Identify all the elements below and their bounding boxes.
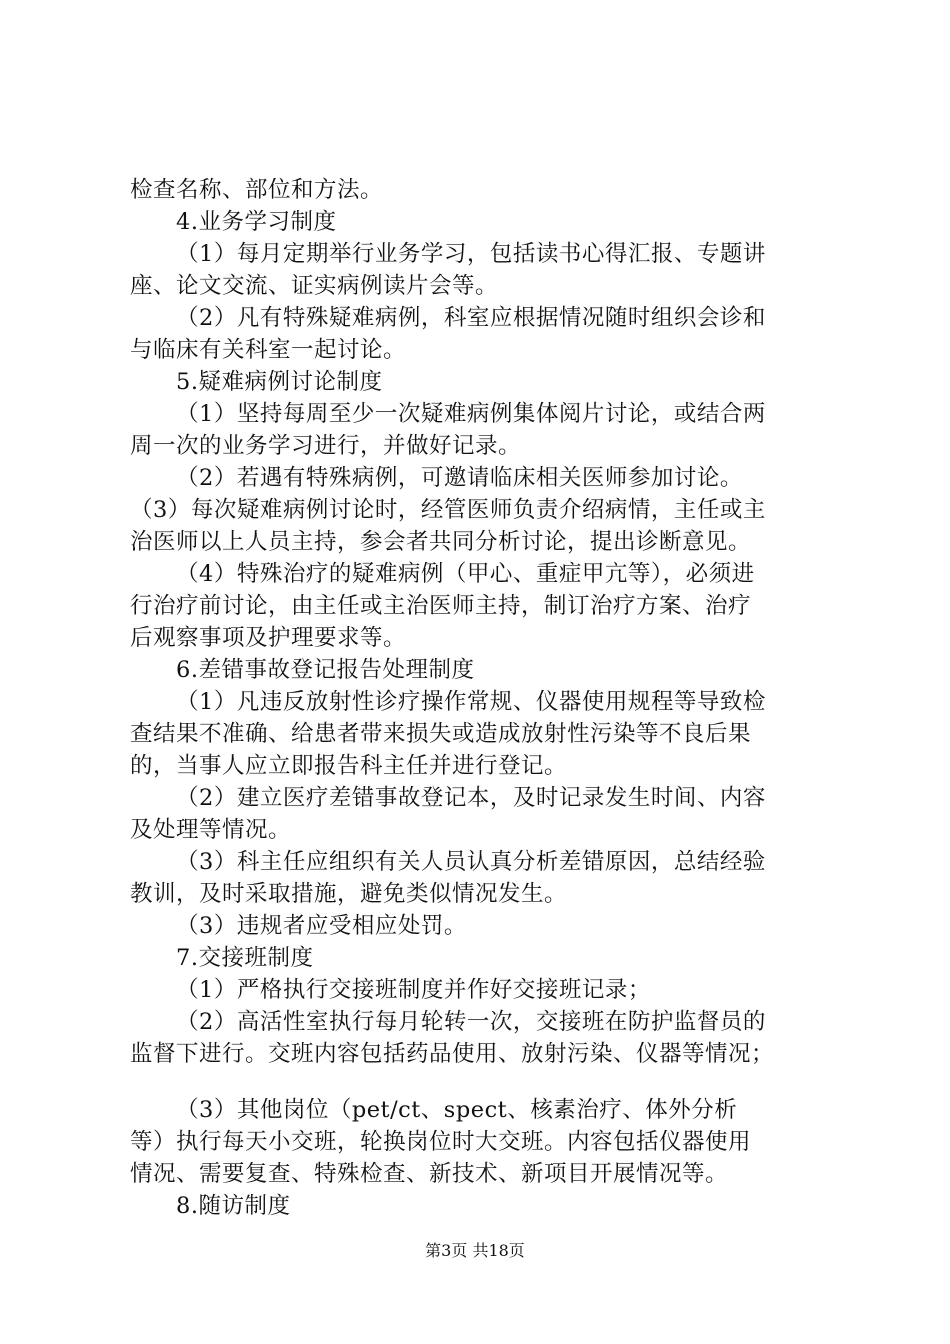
page-number-footer: 第3页 共18页 xyxy=(425,1241,525,1260)
text-line: （2）建立医疗差错事故登记本，及时记录发生时间、内容 xyxy=(176,785,766,811)
text-line: （1）每月定期举行业务学习，包括读书心得汇报、专题讲 xyxy=(176,241,766,267)
section-heading: 5.疑难病例讨论制度 xyxy=(176,369,383,395)
text-line: 教训，及时采取措施，避免类似情况发生。 xyxy=(130,881,568,907)
section-heading: 7.交接班制度 xyxy=(176,945,314,971)
text-line: （1）坚持每周至少一次疑难病例集体阅片讨论，或结合两 xyxy=(176,401,766,427)
text-line: 后观察事项及护理要求等。 xyxy=(130,625,407,651)
text-line: 情况、需要复查、特殊检查、新技术、新项目开展情况等。 xyxy=(130,1161,729,1187)
text-line: （3）违规者应受相应处罚。 xyxy=(176,913,467,939)
section-heading: 4.业务学习制度 xyxy=(176,209,337,235)
text-line: 治医师以上人员主持，参会者共同分析讨论，提出诊断意见。 xyxy=(130,529,752,555)
text-line: （3）科主任应组织有关人员认真分析差错原因，总结经验 xyxy=(176,849,766,875)
text-line: （2）凡有特殊疑难病例，科室应根据情况随时组织会诊和 xyxy=(176,305,766,331)
text-line: 的，当事人应立即报告科主任并进行登记。 xyxy=(130,753,568,779)
text-line: 检查名称、部位和方法。 xyxy=(130,177,384,203)
text-line: （4）特殊治疗的疑难病例（甲心、重症甲亢等），必须进 xyxy=(176,561,755,587)
text-line: 等）执行每天小交班，轮换岗位时大交班。内容包括仪器使用 xyxy=(130,1129,752,1155)
text-line: 查结果不准确、给患者带来损失或造成放射性污染等不良后果 xyxy=(130,721,752,747)
text-line: 周一次的业务学习进行，并做好记录。 xyxy=(130,433,522,459)
text-line: （2）若遇有特殊病例，可邀请临床相关医师参加讨论。 xyxy=(176,465,743,491)
text-line: 与临床有关科室一起讨论。 xyxy=(130,337,407,363)
text-line: （1）凡违反放射性诊疗操作常规、仪器使用规程等导致检 xyxy=(176,689,766,715)
section-heading: 8.随访制度 xyxy=(176,1193,291,1219)
text-line: 及处理等情况。 xyxy=(130,817,292,843)
text-line: （1）严格执行交接班制度并作好交接班记录； xyxy=(176,977,651,1003)
text-line: （3）每次疑难病例讨论时，经管医师负责介绍病情，主任或主 xyxy=(130,497,766,523)
section-heading: 6.差错事故登记报告处理制度 xyxy=(176,657,475,683)
text-line: （3）其他岗位（pet/ct、spect、核素治疗、体外分析 xyxy=(176,1097,738,1123)
text-line: 行治疗前讨论，由主任或主治医师主持，制订治疗方案、治疗 xyxy=(130,593,752,619)
text-line: 座、论文交流、证实病例读片会等。 xyxy=(130,273,499,299)
text-line: 监督下进行。交班内容包括药品使用、放射污染、仪器等情况； xyxy=(130,1041,775,1067)
text-line: （2）高活性室执行每月轮转一次，交接班在防护监督员的 xyxy=(176,1009,766,1035)
